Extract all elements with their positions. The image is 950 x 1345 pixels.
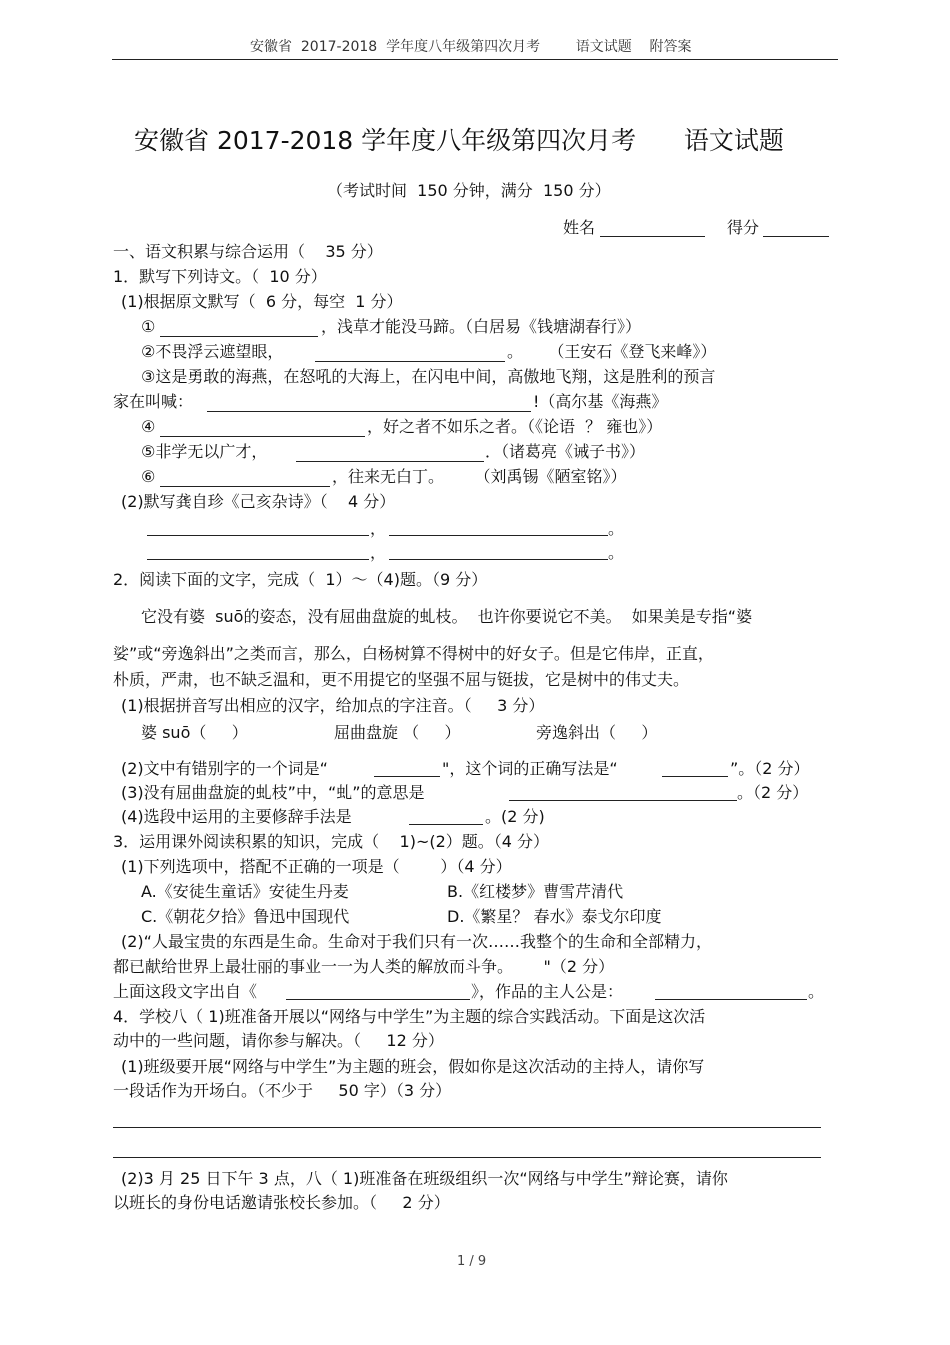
q2-1-item-b: 屈曲盘旋 （ ） — [334, 723, 461, 742]
option-b[interactable]: B.《红楼梦》曹雪芹清代 — [447, 882, 624, 901]
question-2: 2．阅读下面的文字，完成（ 1）～（4)题。（9 分） — [113, 570, 488, 589]
question-4-line1: 4．学校八（ 1)班准备开展以“网络与中学生”为主题的综合实践活动。下面是这次活 — [113, 1007, 706, 1026]
q4-1-line2: 一段话作为开场白。（不少于 50 字）（3 分） — [113, 1081, 452, 1100]
section-heading: 一、语文积累与综合运用（ 35 分） — [113, 242, 383, 261]
answer-blank[interactable] — [509, 800, 737, 801]
answer-blank[interactable] — [147, 535, 369, 536]
name-label: 姓名 — [563, 218, 596, 237]
header-rule — [112, 59, 838, 60]
q1-1-e-text: ．（诸葛亮《诫子书》） — [485, 442, 646, 461]
q4-1-line1: (1)班级要开展“网络与中学生”为主题的班会，假如你是这次活动的主持人，请你写 — [121, 1057, 705, 1076]
q2-2-suffix: ”。（2 分） — [730, 759, 810, 778]
answer-blank[interactable] — [389, 559, 608, 560]
poem-period: 。 — [608, 519, 625, 538]
q1-1-b-text: 。 （王安石《登飞来峰》） — [507, 342, 717, 361]
running-header: 安徽省 2017-2018 学年度八年级第四次月考 语文试题 附答案 — [250, 39, 692, 55]
q4-2-line1: (2)3 月 25 日下午 3 点，八（ 1)班准备在班级组织一次“网络与中学生”辩论赛，请你 — [121, 1169, 728, 1188]
q1-1-f-prefix: ⑥ — [141, 467, 156, 486]
q1-1-a-text: ，浅草才能没马蹄。（白居易《钱塘湖春行》） — [321, 317, 642, 336]
poem-period: 。 — [608, 543, 625, 562]
question-2-1: (1)根据拼音写出相应的汉字，给加点的字注音。（ 3 分） — [121, 696, 545, 715]
answer-blank[interactable] — [655, 999, 807, 1000]
q1-1-d-text: ，好之者不如乐之者。（《论语 ？ 雍也》） — [367, 417, 663, 436]
score-label: 得分 — [727, 218, 760, 237]
q3-2-prefix: 上面这段文字出自《 — [113, 982, 258, 1001]
q2-1-item-c: 旁逸斜出（ ） — [536, 723, 658, 742]
passage-line-1: 它没有婆 suō的姿态，没有屈曲盘旋的虬枝。 也许你要说它不美。 如果美是专指“婆 — [141, 607, 753, 626]
answer-blank[interactable] — [409, 824, 483, 825]
answer-blank[interactable] — [389, 535, 608, 536]
answer-blank[interactable] — [160, 436, 365, 437]
question-1: 1．默写下列诗文。（ 10 分） — [113, 267, 327, 286]
answer-blank[interactable] — [286, 999, 470, 1000]
q3-2-suffix: 。 — [808, 982, 825, 1001]
option-c[interactable]: C.《朝花夕拾》鲁迅中国现代 — [141, 907, 350, 926]
answer-blank[interactable] — [160, 336, 318, 337]
poem-comma: ， — [370, 519, 387, 538]
q1-1-c-text: !（高尔基《海燕》 — [533, 392, 668, 411]
exam-subtitle: （考试时间 150 分钟，满分 150 分） — [327, 181, 611, 200]
q2-4-suffix: 。(2 分) — [485, 807, 545, 826]
page-number: 1 / 9 — [457, 1254, 487, 1269]
q2-2-prefix: (2)文中有错别字的一个词是“ — [121, 759, 328, 778]
q2-2-middle: "，这个词的正确写法是“ — [442, 759, 618, 778]
poem-comma: ， — [370, 543, 387, 562]
q3-2-middle: 》，作品的主人公是： — [471, 982, 624, 1001]
answer-blank[interactable] — [296, 461, 484, 462]
passage-line-2: 娑”或“旁逸斜出”之类而言，那么，白杨树算不得树中的好女子。但是它伟岸，正直， — [113, 644, 714, 663]
q2-3-suffix: 。（2 分） — [737, 783, 809, 802]
score-blank[interactable] — [763, 236, 829, 237]
option-a[interactable]: A.《安徒生童话》安徒生丹麦 — [141, 882, 349, 901]
q2-4-prefix: (4)选段中运用的主要修辞手法是 — [121, 807, 352, 826]
option-d[interactable]: D.《繁星？ 春水》泰戈尔印度 — [447, 907, 662, 926]
page-title: 安徽省 2017-2018 学年度八年级第四次月考 语文试题 — [134, 126, 784, 155]
q3-2-line2: 都已献给世界上最壮丽的事业一一为人类的解放而斗争。 "（2 分） — [113, 957, 615, 976]
question-3: 3．运用课外阅读积累的知识，完成（ 1)~(2）题。（4 分） — [113, 832, 550, 851]
answer-blank[interactable] — [662, 776, 728, 777]
q2-1-item-a: 婆 suō（ ） — [141, 723, 248, 742]
passage-line-3: 朴质，严肃，也不缺乏温和，更不用提它的坚强不屈与铤拔，它是树中的伟丈夫。 — [113, 670, 690, 689]
q1-1-b-prefix: ②不畏浮云遮望眼， — [141, 342, 284, 361]
answer-line[interactable] — [113, 1157, 821, 1158]
answer-blank[interactable] — [207, 411, 531, 412]
question-4-line2: 动中的一些问题，请你参与解决。（ 12 分） — [113, 1031, 444, 1050]
question-1-1: (1)根据原文默写（ 6 分，每空 1 分） — [121, 292, 403, 311]
answer-line[interactable] — [113, 1127, 821, 1128]
q1-1-c-line1: ③这是勇敢的海燕，在怒吼的大海上，在闪电中间，高傲地飞翔，这是胜利的预言 — [141, 367, 716, 386]
q1-1-f-text: ，往来无白丁。 （刘禹锡《陋室铭》） — [332, 467, 627, 486]
q1-1-c-prefix: 家在叫喊： — [113, 392, 194, 411]
name-blank[interactable] — [600, 236, 705, 237]
q1-1-a-prefix: ① — [141, 317, 156, 336]
q1-1-e-prefix: ⑤非学无以广才， — [141, 442, 268, 461]
question-1-2: (2)默写龚自珍《己亥杂诗》（ 4 分） — [121, 492, 396, 511]
q4-2-line2: 以班长的身份电话邀请张校长参加。（ 2 分） — [113, 1193, 450, 1212]
answer-blank[interactable] — [374, 776, 440, 777]
q3-2-line1: (2)“人最宝贵的东西是生命。生命对于我们只有一次……我整个的生命和全部精力， — [121, 932, 712, 951]
answer-blank[interactable] — [147, 559, 369, 560]
q1-1-d-prefix: ④ — [141, 417, 156, 436]
answer-blank[interactable] — [160, 486, 330, 487]
q2-3-prefix: (3)没有屈曲盘旋的虬枝”中，“虬”的意思是 — [121, 783, 425, 802]
question-3-1: (1)下列选项中，搭配不正确的一项是（ ）（4 分） — [121, 857, 512, 876]
answer-blank[interactable] — [315, 361, 505, 362]
